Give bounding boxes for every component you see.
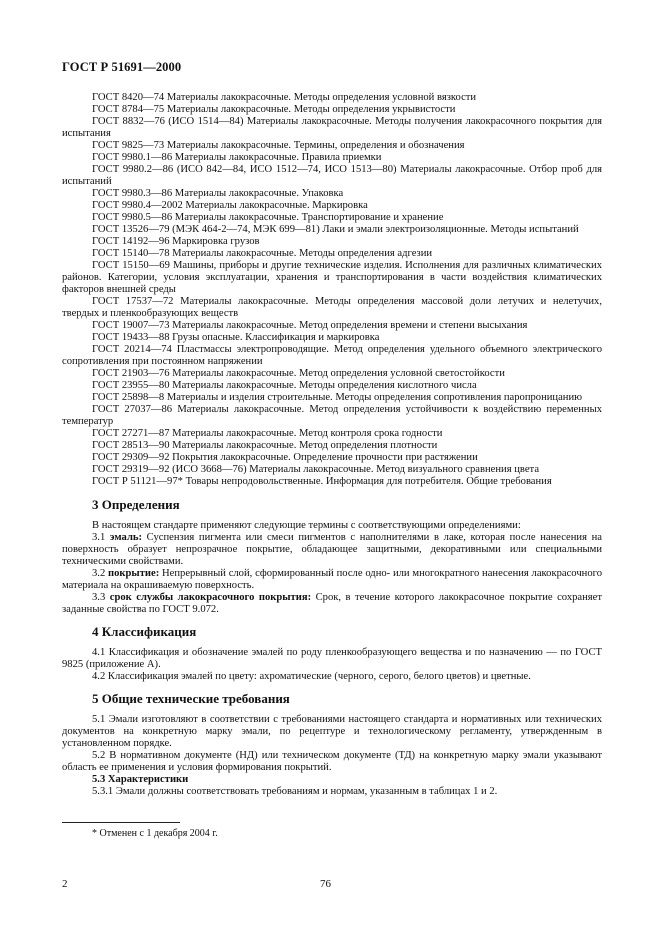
- reference-item: ГОСТ 29319—92 (ИСО 3668—76) Материалы лакокрасочные. Метод визуального сравнения цвета: [92, 464, 540, 475]
- requirements-paragraph-2: 5.2 В нормативном документе (НД) или техническом документе (ТД) на конкретную марку эмали указывают область ее применения и условия формирования покрытий.: [62, 750, 602, 773]
- subsection-heading-characteristics: 5.3 Характеристики: [92, 774, 189, 785]
- reference-item: ГОСТ 8420—74 Материалы лакокрасочные. Методы определения условной вязкости: [92, 92, 477, 103]
- definition-item: [62, 592, 602, 616]
- reference-item: ГОСТ 17537—72 Материалы лакокрасочные. Методы определения массовой доли летучих и нелетучих, твердых и пленкообразующих веществ: [62, 296, 602, 319]
- section-heading-classification: 4 Классификация: [92, 624, 197, 639]
- requirements-paragraph-3: 5.3.1 Эмали должны соответствовать требованиям и нормам, указанным в таблицах 1 и 2.: [92, 786, 498, 797]
- page-number-left: 2: [62, 878, 68, 890]
- reference-item: ГОСТ 19007—73 Материалы лакокрасочные. Метод определения времени и степени высыхания: [92, 320, 528, 331]
- normative-references-list: [62, 92, 602, 488]
- reference-item: ГОСТ 27037—86 Материалы лакокрасочные. Метод определения устойчивости к воздействию переменных температур: [62, 404, 602, 427]
- classification-paragraph-1: 4.1 Классификация и обозначение эмалей по роду пленкообразующего вещества и по назначению — по ГОСТ 9825 (приложение А).: [62, 647, 602, 670]
- definition-term: срок службы лакокрасочного покрытия:: [109, 592, 312, 603]
- reference-item: ГОСТ 9980.5—86 Материалы лакокрасочные. Транспортирование и хранение: [92, 212, 444, 223]
- reference-item: ГОСТ 9825—73 Материалы лакокрасочные. Термины, определения и обозначения: [92, 140, 465, 151]
- reference-item: ГОСТ 9980.2—86 (ИСО 842—84, ИСО 1512—74, ИСО 1513—80) Материалы лакокрасочные. Отбор проб для испытаний: [62, 164, 602, 187]
- reference-item: ГОСТ 21903—76 Материалы лакокрасочные. Метод определения условной светостойкости: [92, 368, 505, 379]
- section-heading-requirements: 5 Общие технические требования: [92, 691, 290, 706]
- reference-item: ГОСТ 29309—92 Покрытия лакокрасочные. Определение прочности при растяжении: [92, 452, 478, 463]
- document-header: ГОСТ Р 51691—2000: [62, 60, 182, 74]
- document-body: [62, 92, 602, 798]
- reference-item: ГОСТ 15140—78 Материалы лакокрасочные. Методы определения адгезии: [92, 248, 433, 259]
- classification-paragraph-2: 4.2 Классификация эмалей по цвету: ахроматические (черного, серого, белого цветов) и цветные.: [92, 671, 531, 682]
- reference-item: ГОСТ 13526—79 (МЭК 464-2—74, МЭК 699—81) Лаки и эмали электроизоляционные. Методы испытаний: [92, 224, 579, 235]
- reference-item: ГОСТ 25898—8 Материалы и изделия строительные. Методы определения сопротивления паропроницанию: [92, 392, 583, 403]
- reference-item: ГОСТ 15150—69 Машины, приборы и другие технические изделия. Исполнения для различных климатических районов. Категории, условия эксплуатации, хранения и транспортирования в части воздействия климатических факторов внешней среды: [62, 260, 602, 295]
- page-number-center: 76: [320, 878, 331, 890]
- reference-item: ГОСТ 8832—76 (ИСО 1514—84) Материалы лакокрасочные. Методы получения лакокрасочного покрытия для испытания: [62, 116, 602, 139]
- reference-item: ГОСТ 23955—80 Материалы лакокрасочные. Методы определения кислотного числа: [92, 380, 477, 391]
- section-heading-definitions: 3 Определения: [92, 497, 180, 512]
- reference-item: ГОСТ 20214—74 Пластмассы электропроводящие. Метод определения удельного объемного электрического сопротивления при постоянном напряжении: [62, 344, 602, 367]
- reference-item: ГОСТ 28513—90 Материалы лакокрасочные. Метод определения плотности: [92, 440, 438, 451]
- definition-text: Срок, в течение которого лакокрасочное покрытие сохраняет заданные свойства по ГОСТ 9.072.: [62, 592, 602, 615]
- reference-item: ГОСТ 9980.4—2002 Материалы лакокрасочные. Маркировка: [92, 200, 368, 211]
- definition-item: [62, 568, 602, 592]
- reference-item: ГОСТ 27271—87 Материалы лакокрасочные. Метод контроля срока годности: [92, 428, 443, 439]
- reference-item: ГОСТ 9980.3—86 Материалы лакокрасочные. Упаковка: [92, 188, 344, 199]
- footnote: * Отменен с 1 декабря 2004 г.: [92, 828, 218, 839]
- definition-text: Суспензия пигмента или смеси пигментов с наполнителями в лаке, которая после нанесения на поверхность образует непрозрачное покрытие, обладающее защитными, декоративными или специальными техническими свойствами.: [62, 532, 602, 567]
- reference-item: ГОСТ 9980.1—86 Материалы лакокрасочные. Правила приемки: [92, 152, 382, 163]
- definition-number: 3.3: [92, 592, 106, 603]
- footnote-divider: [62, 822, 180, 823]
- reference-item: ГОСТ 8784—75 Материалы лакокрасочные. Методы определения укрывистости: [92, 104, 456, 115]
- definition-item: [62, 532, 602, 568]
- definition-term: покрытие:: [108, 568, 160, 579]
- reference-item: ГОСТ Р 51121—97* Товары непродовольственные. Информация для потребителя. Общие требования: [92, 476, 552, 487]
- reference-item: ГОСТ 19433—88 Грузы опасные. Классификация и маркировка: [92, 332, 380, 343]
- definition-text: Непрерывный слой, сформированный после одно- или многократного нанесения лакокрасочного материала на окрашиваемую поверхность.: [62, 568, 602, 591]
- definition-term: эмаль:: [109, 532, 143, 543]
- definitions-intro: В настоящем стандарте применяют следующие термины с соответствующими определениями:: [92, 520, 521, 531]
- definition-number: 3.2: [92, 568, 106, 579]
- definition-number: 3.1: [92, 532, 106, 543]
- reference-item: ГОСТ 14192—96 Маркировка грузов: [92, 236, 260, 247]
- requirements-paragraph-1: 5.1 Эмали изготовляют в соответствии с требованиями настоящего стандарта и нормативных или технических документов на конкретную марку эмали, по рецептуре и технологическому регламенту, утвержденным в установленном порядке.: [62, 714, 602, 749]
